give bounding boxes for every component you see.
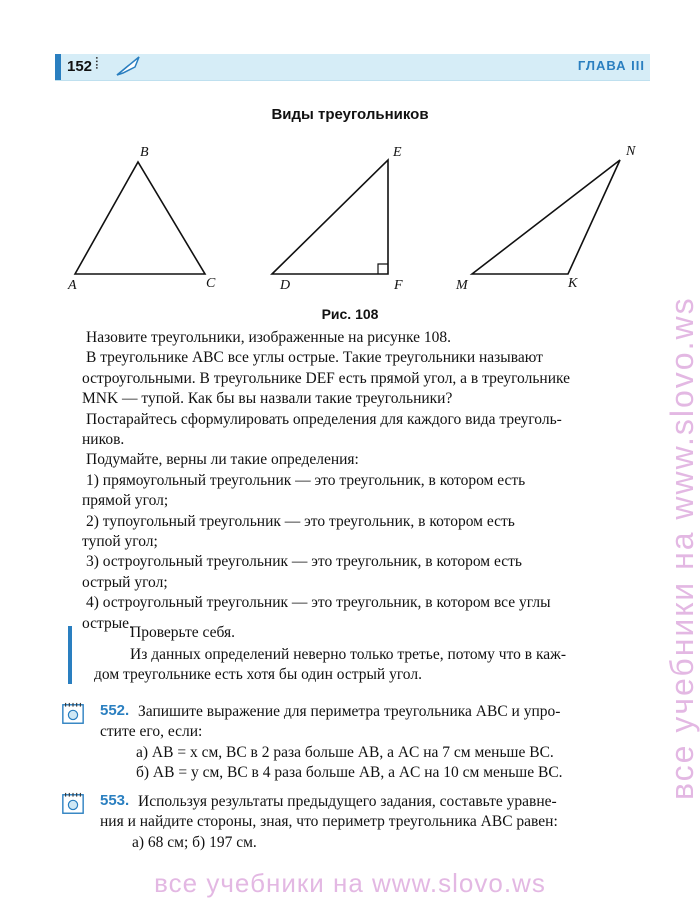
triangles-figure — [60, 140, 660, 300]
task-text-continued: ния и найдите стороны, зная, что периметр треугольника ABC равен: — [100, 813, 558, 830]
label-f: F — [394, 278, 403, 293]
label-d: D — [280, 278, 291, 293]
label-m: M — [456, 278, 468, 293]
triangle-abc — [75, 162, 205, 274]
label-e: E — [393, 145, 402, 160]
label-k: K — [568, 276, 578, 291]
header-bar — [55, 54, 650, 81]
pencil-icon — [115, 55, 141, 77]
body-line: ников. — [82, 431, 125, 449]
triangle-mnk — [472, 160, 620, 274]
header-stripe — [55, 54, 61, 80]
watermark-side: все учебники на www.slovo.ws — [664, 296, 700, 800]
task-item-a: а) AB = x см, BC в 2 раза больше AB, а AC на 7 см меньше BC. — [136, 744, 554, 761]
body-line: Подумайте, верны ли такие определения: — [86, 451, 359, 469]
task-text-continued: стите его, если: — [100, 723, 203, 740]
body-line: остроугольными. В треугольнике DEF есть прямой угол, а в треугольнике — [82, 369, 571, 387]
body-line: прямой угол; — [82, 492, 169, 510]
check-bar — [68, 626, 72, 684]
page-number: 152 — [67, 58, 93, 75]
body-line: В треугольнике ABC все углы острые. Такие треугольники называют — [86, 349, 543, 367]
chapter-title: ГЛАВА III — [577, 58, 645, 73]
label-n: N — [626, 144, 636, 159]
notebook-icon — [60, 792, 86, 816]
triangle-def — [272, 160, 388, 274]
spiral-icon: ⦙ — [95, 56, 97, 73]
body-line: Назовите треугольники, изображенные на рисунке 108. — [86, 329, 452, 346]
check-text — [94, 645, 650, 686]
body-line: острый угол; — [82, 573, 168, 591]
body-line: тупой угол; — [82, 533, 158, 551]
body-line: 1) прямоугольный треугольник — это треугольник, в котором есть — [86, 471, 526, 489]
figure-caption: Рис. 108 — [321, 306, 379, 322]
body-line: 4) остроугольный треугольник — это треугольник, в котором все углы — [86, 594, 551, 612]
check-line: Из данных определений неверно только третье, потому что в каж- — [130, 646, 567, 663]
right-angle-mark — [378, 264, 388, 274]
task-number: 552. — [100, 702, 130, 719]
body-text — [82, 328, 648, 634]
task-text: Используя результаты предыдущего задания, составьте уравне- — [138, 793, 557, 810]
task-text: Запишите выражение для периметра треугольника ABC и упро- — [138, 703, 561, 720]
check-title: Проверьте себя. — [130, 624, 236, 641]
notebook-icon — [60, 702, 86, 726]
body-line: острые. — [82, 614, 133, 632]
body-line: 2) тупоугольный треугольник — это треугольник, в котором есть — [86, 512, 515, 530]
task-item-a: а) 68 см; б) 197 см. — [132, 834, 257, 851]
page-header — [55, 50, 650, 82]
task-item-b: б) AB = y см, BC в 4 раза больше AB, а AC на 10 см меньше BC. — [136, 764, 563, 781]
body-line: Постарайтесь сформулировать определения для каждого вида треуголь- — [86, 410, 562, 428]
watermark-bottom: все учебники на www.slovo.ws — [154, 868, 546, 898]
label-b: B — [140, 145, 149, 160]
check-line: дом треугольнике есть хотя бы один острый угол. — [94, 666, 422, 684]
body-line: MNK — тупой. Как бы вы назвали такие треугольники? — [82, 390, 453, 408]
task-number: 553. — [100, 792, 130, 809]
section-title: Виды треугольников — [271, 106, 429, 123]
label-c: C — [206, 276, 216, 291]
body-line: 3) остроугольный треугольник — это треугольник, в котором есть — [86, 553, 522, 571]
label-a: A — [68, 278, 77, 293]
